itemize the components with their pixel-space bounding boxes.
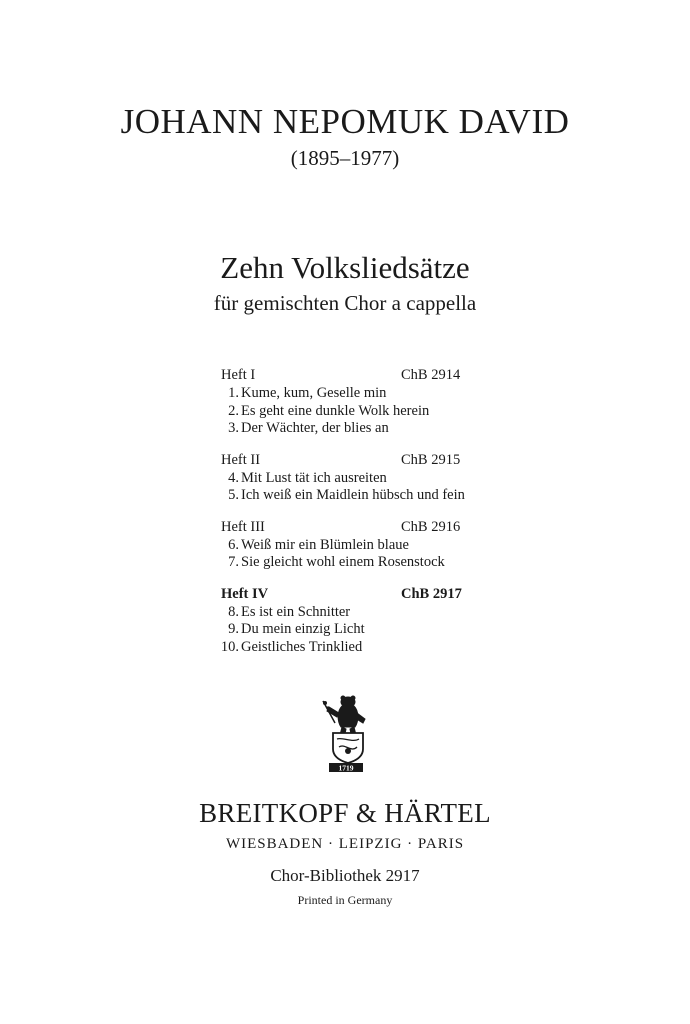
song-title: Ich weiß ein Maidlein hübsch und fein: [241, 487, 465, 503]
composer-name: JOHANN NEPOMUK DAVID: [120, 102, 570, 141]
volume-heft: Heft I: [221, 367, 256, 383]
volume-heft: Heft IV: [221, 585, 269, 602]
work-title: Zehn Volksliedsätze: [220, 250, 470, 285]
song-number: 1.: [228, 385, 239, 401]
logo-year: 1719: [338, 763, 354, 773]
song-item: [221, 420, 481, 438]
song-item: [221, 403, 481, 421]
song-item: [221, 554, 481, 572]
song-number: 6.: [228, 536, 239, 553]
song-item: [221, 470, 481, 488]
volume-block: [221, 519, 481, 572]
series-number: Chor-Bibliothek 2917: [270, 866, 420, 885]
volume-block: [221, 586, 481, 657]
song-title: Geistliches Trinklied: [241, 638, 363, 655]
song-number: 4.: [228, 469, 239, 486]
volume-header: [221, 452, 481, 470]
song-item: [221, 604, 481, 622]
song-number: 5.: [228, 487, 239, 503]
song-title: Es ist ein Schnitter: [241, 603, 351, 620]
song-number: 8.: [228, 603, 239, 620]
volume-header: [221, 519, 481, 537]
volume-catalog-number: ChB 2915: [401, 451, 461, 468]
song-number: 9.: [228, 621, 239, 637]
song-item: [221, 621, 481, 639]
song-title: Weiß mir ein Blümlein blaue: [241, 536, 409, 553]
song-number: 3.: [228, 420, 239, 436]
song-item: [221, 639, 481, 657]
volume-catalog-number: ChB 2917: [401, 585, 462, 602]
song-title: Kume, kum, Geselle min: [241, 385, 387, 401]
volume-header: [221, 367, 481, 385]
volume-heft: Heft II: [221, 451, 261, 468]
song-item: [221, 487, 481, 505]
volume-heft: Heft III: [221, 518, 265, 535]
bear-shield-publisher-emblem-icon: [315, 693, 375, 773]
song-number: 10.: [220, 638, 239, 655]
song-title: Der Wächter, der blies an: [241, 420, 389, 436]
song-item: [221, 537, 481, 555]
song-title: Du mein einzig Licht: [241, 621, 365, 637]
song-title: Sie gleicht wohl einem Rosenstock: [241, 554, 445, 570]
song-item: [221, 385, 481, 403]
volume-catalog-number: ChB 2916: [401, 518, 461, 535]
printed-in: Printed in Germany: [297, 893, 393, 907]
song-number: 7.: [228, 554, 239, 570]
volume-header: [221, 586, 481, 604]
publisher-cities: WIESBADEN · LEIPZIG · PARIS: [225, 836, 465, 852]
volume-block: [221, 367, 481, 438]
composer-lifespan: (1895–1977): [290, 146, 400, 170]
song-title: Es geht eine dunkle Wolk herein: [241, 402, 430, 419]
song-title: Mit Lust tät ich ausreiten: [241, 469, 387, 486]
volume-list: [221, 367, 481, 670]
song-number: 2.: [228, 402, 239, 419]
volume-catalog-number: ChB 2914: [401, 367, 461, 383]
volume-block: [221, 452, 481, 505]
publisher-name: BREITKOPF & HÄRTEL: [199, 798, 491, 828]
work-subtitle: für gemischten Chor a cappella: [213, 291, 477, 315]
